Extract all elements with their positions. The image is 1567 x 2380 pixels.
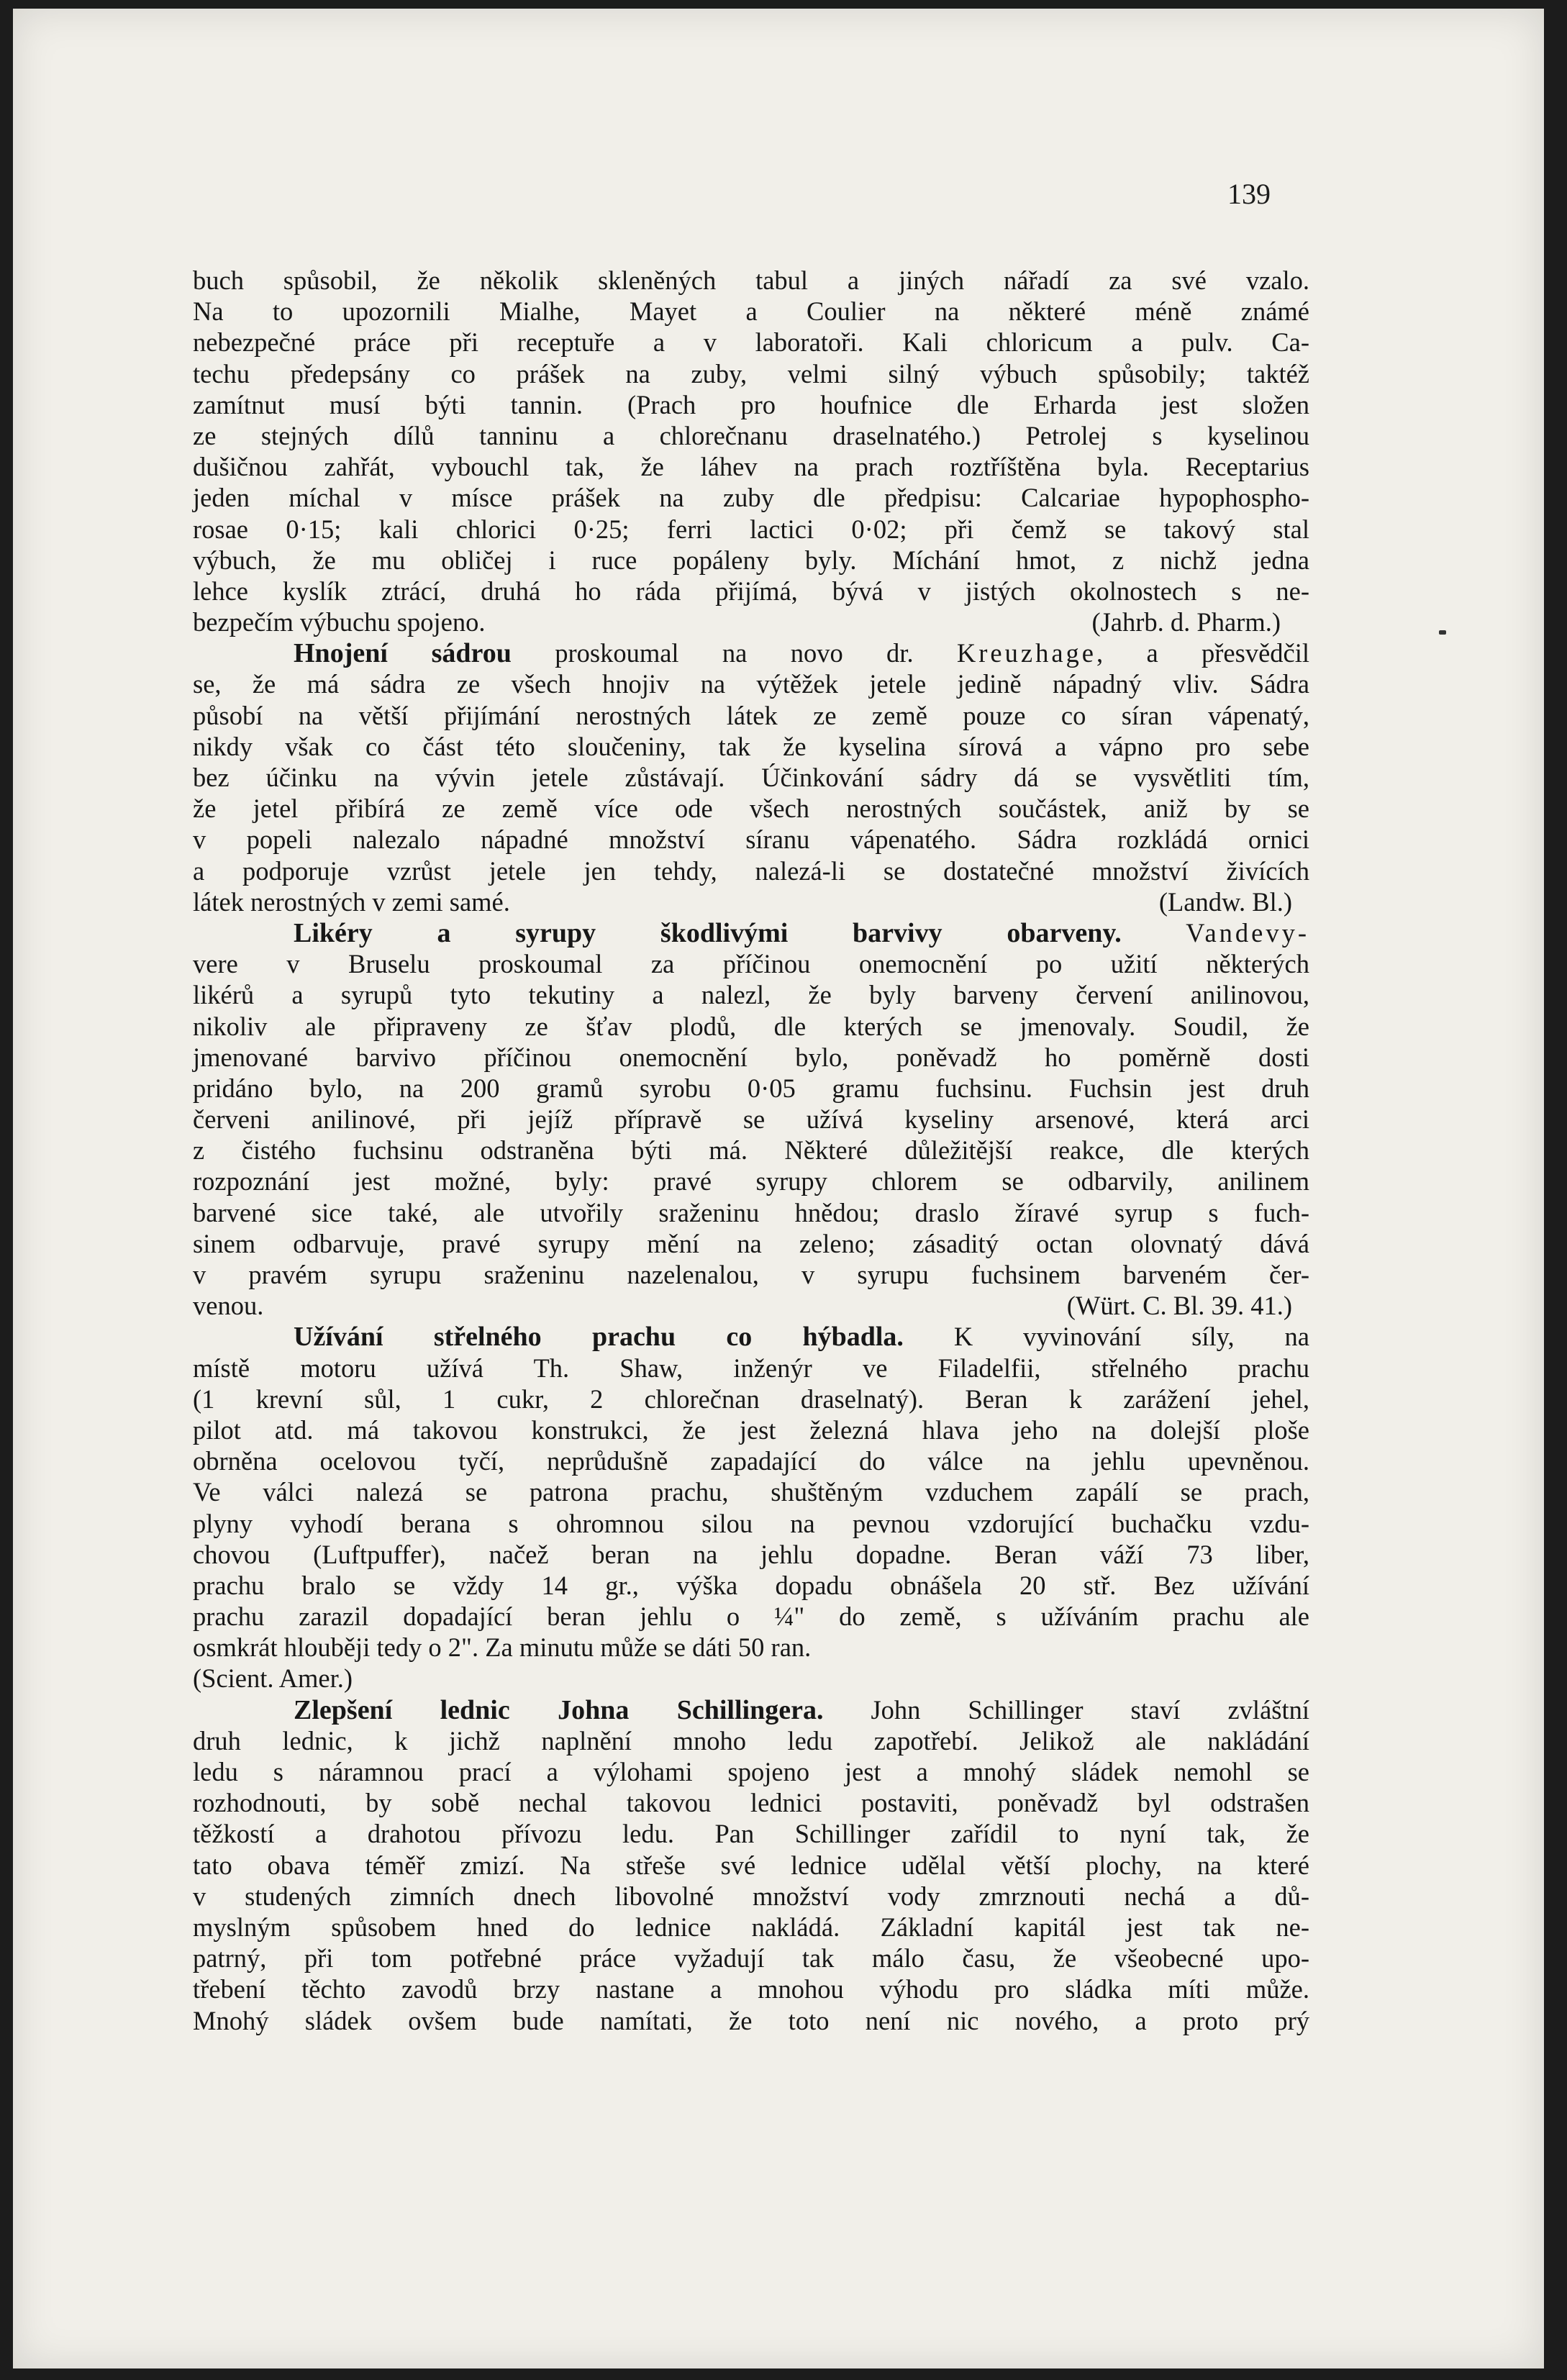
text-line: těžkostí a drahotou přívozu ledu. Pan Schillinger zařídil to nyní tak, že — [193, 1819, 1309, 1849]
book-page — [13, 9, 1544, 2368]
text-line: v popeli nalezalo nápadné množství síranu vápenatého. Sádra rozkládá ornici — [193, 825, 1309, 855]
section-heading: Zlepšení lednic Johna Schillingera. — [294, 1694, 824, 1725]
text-line: třebení těchto zavodů brzy nastane a mnohou výhodu pro sládka míti může. — [193, 1974, 1309, 2004]
section-start — [193, 917, 1309, 948]
source-citation: (Jahrb. d. Pharm.) — [1091, 607, 1281, 637]
text-line: myslným spůsobem hned do lednice nakládá. Základní kapitál jest tak ne- — [193, 1912, 1309, 1942]
text-line: se, že má sádra ze všech hnojiv na výtěžek jetele jedině nápadný vliv. Sádra — [193, 669, 1309, 699]
text-line: barvené sice také, ale utvořily sraženinu hnědou; draslo žíravé syrup s fuch- — [193, 1197, 1309, 1227]
text-line: v studených zimních dnech libovolné množství vody zmrznouti nechá a dů- — [193, 1881, 1309, 1911]
section-heading: Likéry a syrupy škodlivými barvivy obarveny. — [294, 917, 1122, 948]
text-line: rosae 0·15; kali chlorici 0·25; ferri lactici 0·02; při čemž se takový stal — [193, 514, 1309, 544]
margin-mark — [1439, 630, 1446, 635]
section-rest: John Schillinger staví zvláštní — [871, 1694, 1310, 1725]
text-line: zamítnut musí býti tannin. (Prach pro houfnice dle Erharda jest složen — [193, 389, 1309, 419]
text-line: druh lednic, k jichž naplnění mnoho ledu zapotřebí. Jelikož ale nakládání — [193, 1725, 1309, 1756]
text-line-with-source — [193, 886, 1309, 917]
text-line: ledu s náramnou prací a výlohami spojeno jest a mnohý sládek nemohl se — [193, 1757, 1309, 1786]
text-line: patrný, při tom potřebné práce vyžadují tak málo času, že všeobecné upo- — [193, 1943, 1309, 1974]
source-citation: (Würt. C. Bl. 39. 41.) — [1066, 1291, 1292, 1321]
section-heading: Užívání střelného prachu co hýbadla. — [294, 1322, 904, 1353]
text-line: vere v Bruselu proskoumal za příčinou onemocnění po užití některých — [193, 949, 1309, 979]
text-line: působí na větší přijímání nerostných látek ze země pouze co síran vápenatý, — [193, 700, 1309, 730]
text-line: obrněna ocelovou tyčí, neprůdušně zapadající do válce na jehlu upevněnou. — [193, 1446, 1309, 1476]
paragraph-end: bezpečím výbuchu spojeno. — [193, 607, 486, 637]
text-line: lehce kyslík ztrácí, druhá ho ráda přijímá, bývá v jistých okolnostech s ne- — [193, 576, 1309, 606]
section-start — [193, 637, 1309, 668]
paragraph-end: látek nerostných v zemi samé. — [193, 886, 510, 917]
text-line: pilot atd. má takovou konstrukci, že jest železná hlava jeho na dolejší ploše — [193, 1414, 1309, 1445]
text-line: buch spůsobil, že několik skleněných tabul a jiných nářadí za své vzalo. — [193, 265, 1309, 295]
text-line: tato obava téměř zmizí. Na střeše své lednice udělal větší plochy, na které — [193, 1850, 1309, 1880]
text-line: jeden míchal v mísce prášek na zuby dle předpisu: Calcariae hypophospho- — [193, 483, 1309, 513]
text-line: prachu zarazil dopadající beran jehlu o ¼" do země, s užíváním prachu ale — [193, 1602, 1309, 1632]
section-rest: Vandevy- — [1186, 917, 1309, 948]
section-start — [193, 1321, 1309, 1352]
text-line: jmenované barvivo příčinou onemocnění bylo, poněvadž ho poměrně dosti — [193, 1042, 1309, 1072]
text-line: nebezpečné práce při receptuře a v laboratoři. Kali chloricum a pulv. Ca- — [193, 327, 1309, 358]
text-line: chovou (Luftpuffer), načež beran na jehlu dopadne. Beran váží 73 liber, — [193, 1539, 1309, 1569]
text-line: Mnohý sládek ovšem bude namítati, že toto není nic nového, a proto prý — [193, 2005, 1309, 2035]
text-line: z čistého fuchsinu odstraněna býti má. Některé důležitější reakce, dle kterých — [193, 1135, 1309, 1166]
paragraph-end: venou. — [193, 1291, 264, 1321]
text-line: plyny vyhodí berana s ohromnou silou na pevnou vzdorující buchačku vzdu- — [193, 1508, 1309, 1538]
text-line-with-source — [193, 1290, 1309, 1321]
body-text — [193, 265, 1309, 2036]
text-line: Na to upozornili Mialhe, Mayet a Coulier na některé méně známé — [193, 296, 1309, 327]
text-line: dušičnou zahřát, vybouchl tak, že láhev na prach roztříštěna byla. Receptarius — [193, 452, 1309, 482]
text-line: likérů a syrupů tyto tekutiny a nalezl, že byly barveny červení anilinovou, — [193, 980, 1309, 1010]
text-line: ze stejných dílů tanninu a chlorečnanu draselnatého.) Petrolej s kyselinou — [193, 420, 1309, 450]
section-start — [193, 1694, 1309, 1725]
text-line: prachu bralo se vždy 14 gr., výška dopadu obnášela 20 stř. Bez užívání — [193, 1570, 1309, 1600]
text-line: výbuch, že mu obličej i ruce popáleny byly. Míchání hmot, z nichž jedna — [193, 545, 1309, 575]
text-line: techu předepsány co prášek na zuby, velmi silný výbuch spůsobily; taktéž — [193, 358, 1309, 389]
text-line: Ve válci nalezá se patrona prachu, shuštěným vzduchem zapálí se prach, — [193, 1477, 1309, 1507]
text-line: bez účinku na vývin jetele zůstávají. Účinkování sádry dá se vysvětliti tím, — [193, 763, 1309, 792]
text-line: a podporuje vzrůst jetele jen tehdy, nalezá-li se dostatečné množství živících — [193, 855, 1309, 886]
source-line — [193, 1663, 1309, 1694]
text-line: místě motoru užívá Th. Shaw, inženýr ve Filadelfii, střelného prachu — [193, 1353, 1309, 1383]
text-line: osmkrát hlouběji tedy o 2". Za minutu může se dáti 50 ran. — [193, 1632, 812, 1663]
source-citation: (Scient. Amer.) — [193, 1663, 353, 1694]
text-line: nikoliv ale připraveny ze šťav plodů, dle kterých se jmenovaly. Soudil, že — [193, 1011, 1309, 1041]
text-line-with-source — [193, 607, 1309, 637]
text-line: nikdy však co část této sloučeniny, tak že kyselina sírová a vápno pro sebe — [193, 731, 1309, 761]
text-line: rozhodnouti, by sobě nechal takovou lednici postaviti, poněvadž byl odstrašen — [193, 1788, 1309, 1818]
text-line: (1 krevní sůl, 1 cukr, 2 chlorečnan draselnatý). Beran k zarážení jehel, — [193, 1384, 1309, 1414]
text-line: červeni anilinové, při jejíž přípravě se užívá kyseliny arsenové, která arci — [193, 1104, 1309, 1135]
section-heading: Hnojení sádrou — [294, 638, 512, 669]
section-rest: proskoumal na novo dr. Kreuzhage, a přesvědčil — [555, 638, 1310, 668]
page-number: 139 — [1227, 178, 1271, 210]
text-line: rozpoznání jest možné, byly: pravé syrupy chlorem se odbarvily, anilinem — [193, 1166, 1309, 1196]
text-line: sinem odbarvuje, pravé syrupy mění na zeleno; zásaditý octan olovnatý dává — [193, 1228, 1309, 1258]
text-line: v pravém syrupu sraženinu nazelenalou, v syrupu fuchsinem barveném čer- — [193, 1260, 1309, 1289]
text-line: pridáno bylo, na 200 gramů syrobu 0·05 gramu fuchsinu. Fuchsin jest druh — [193, 1073, 1309, 1103]
source-citation: (Landw. Bl.) — [1158, 886, 1292, 917]
section-rest: K vyvinování síly, na — [953, 1322, 1309, 1352]
text-line: že jetel přibírá ze země více ode všech nerostných součástek, aniž by se — [193, 794, 1309, 824]
